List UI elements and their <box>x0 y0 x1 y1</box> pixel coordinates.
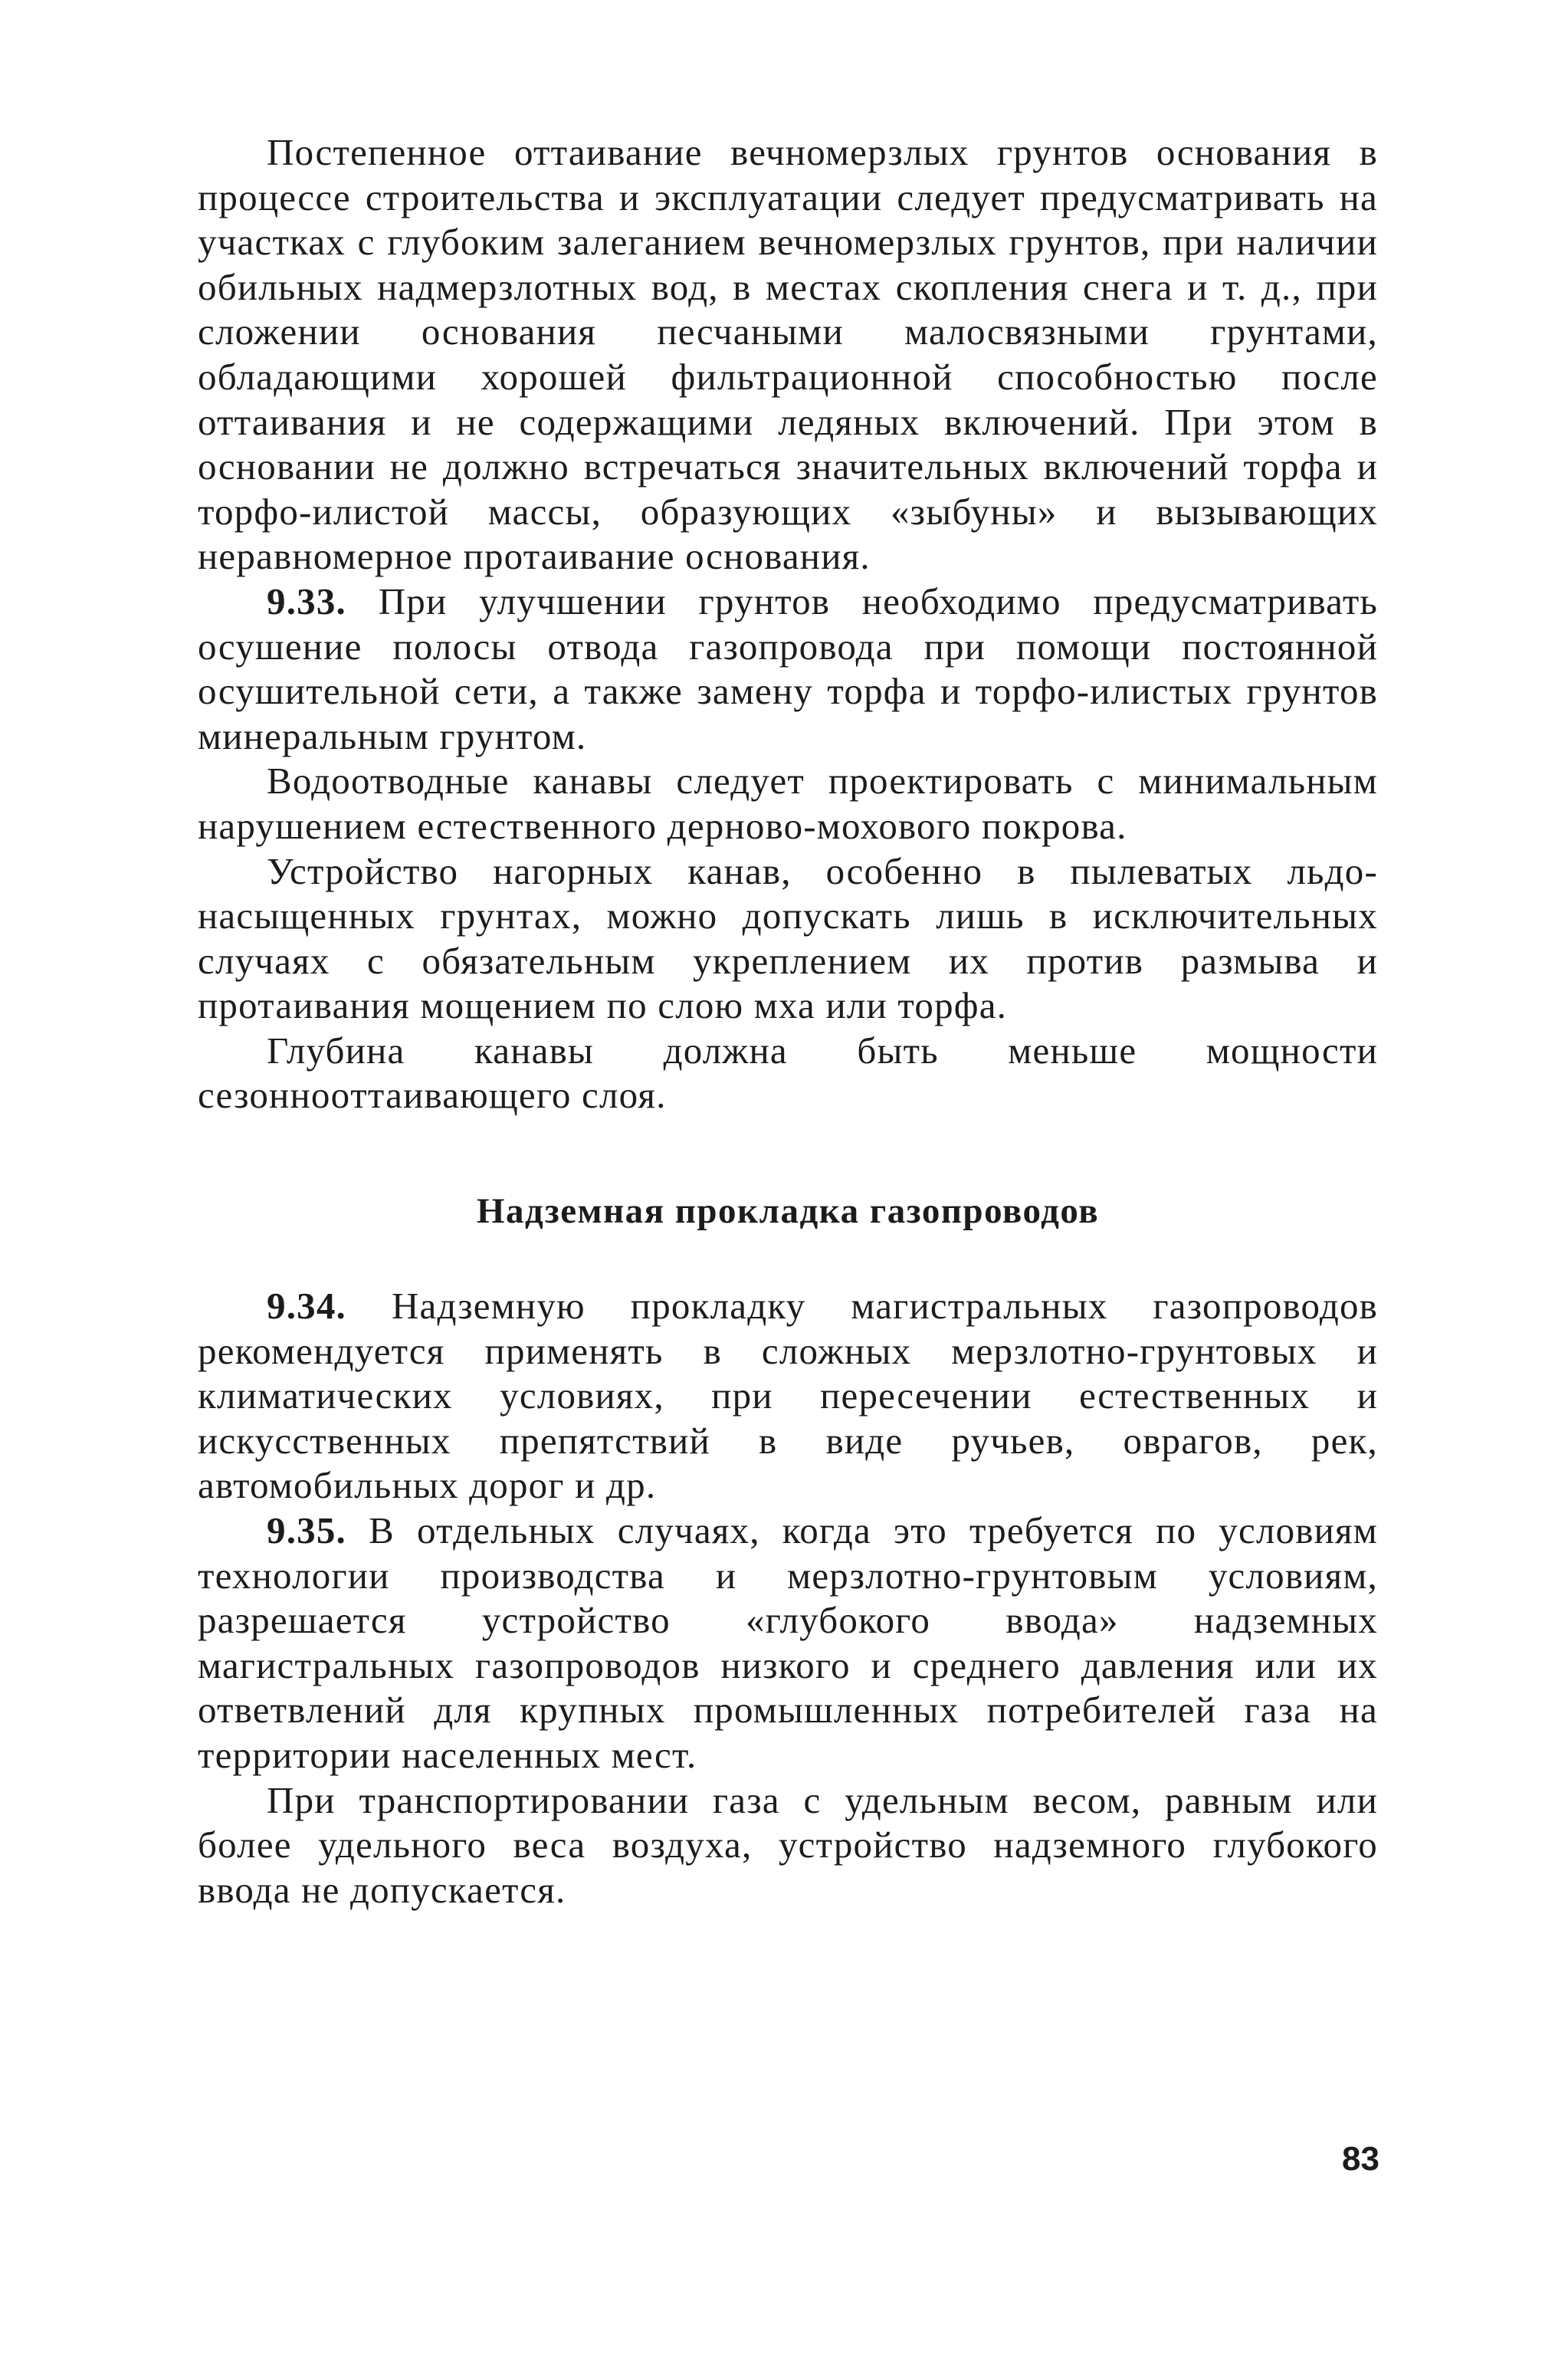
section-heading: Надземная прокладка газопроводов <box>476 1191 1100 1232</box>
paragraph-thawing-foundation <box>198 130 1378 579</box>
paragraph-text: Глубина канавы должна быть меньше мощности сезонноoттаивающего слоя. <box>198 1029 1378 1117</box>
paragraph-9-34 <box>198 1284 1378 1509</box>
paragraph-text: Постепенное оттаивание вечномерзлых грунтов основания в процессе строительства и эксплуатации следует предусматривать на участках с глубоким залеганием вечномерзлых грунтов, при наличии обильных надмерзлотных вод, в местах скопления снега и т. д., при сложении основания песчаными малосвязными грунтами, обладающими хорошей фильтрационной способностью после оттаивания и не содержащими ледяных включений. При этом в основании не должно встречаться значительных включений торфа и торфо-илистой массы, образующих «зыбуны» и вызывающих неравномерное протаивание основания. <box>198 131 1378 578</box>
paragraph-text: При транспортировании газа с удельным весом, равным или более удельного веса воздуха, устройство надземного глубокого ввода не допускается. <box>198 1778 1378 1911</box>
paragraph-ditch-depth <box>198 1029 1378 1118</box>
paragraph-number: 9.33. <box>267 579 346 622</box>
paragraph-drainage-ditches <box>198 759 1378 849</box>
paragraph-upland-ditches <box>198 849 1378 1029</box>
page-body <box>198 130 1378 1912</box>
paragraph-9-35 <box>198 1509 1378 1778</box>
paragraph-text: В отдельных случаях, когда это требуется по условиям технологии производства и мерзлотно-грунтовым условиям, разрешается устройство «глубокого ввода» надземных магистральных газопроводов низкого и среднего давления или их ответвлений для крупных промышленных потребителей газа на территории населенных мест. <box>198 1509 1379 1776</box>
paragraph-9-33 <box>198 579 1378 759</box>
paragraph-text: Устройство нагорных канав, особенно в пылеватых льдо-насыщенных грунтах, можно допускать лишь в исключительных случаях с обязательным укреплением их против размыва и протаивания мощением по слою мха или торфа. <box>198 849 1378 1027</box>
paragraph-number: 9.34. <box>267 1285 346 1328</box>
paragraph-gas-density <box>198 1778 1378 1913</box>
paragraph-number: 9.35. <box>267 1509 346 1552</box>
page-number: 83 <box>1342 2140 1379 2178</box>
paragraph-text: Надземную прокладку магистральных газопроводов рекомендуется применять в сложных мерзлотно-грунтовых и климатических условиях, при пересечении естественных и искусственных препятствий в виде ручьев, оврагов, рек, автомобильных дорог и др. <box>198 1285 1378 1507</box>
paragraph-text: При улучшении грунтов необходимо предусматривать осушение полосы отвода газопровода при помощи постоянной осушительной сети, а также замену торфа и торфо-илистых грунтов минеральным грунтом. <box>198 579 1379 757</box>
paragraph-text: Водоотводные канавы следует проектировать с минимальным нарушением естественного дерново-мохового покрова. <box>198 760 1378 847</box>
